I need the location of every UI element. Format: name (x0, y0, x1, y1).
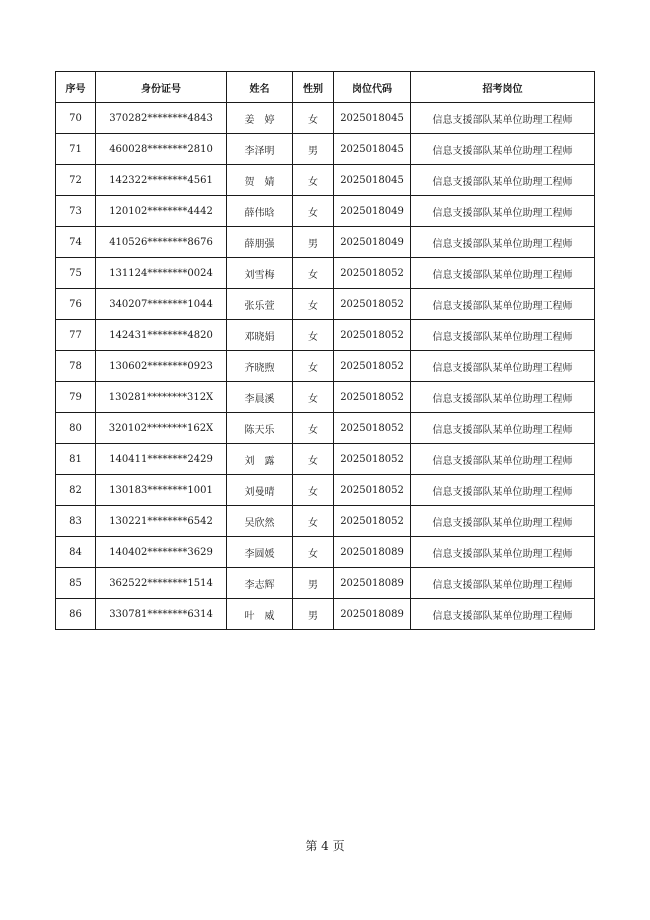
cell-name: 叶 威 (227, 599, 293, 630)
cell-post-code: 2025018089 (334, 599, 411, 630)
table-row (56, 599, 595, 630)
cell-post-code: 2025018052 (334, 382, 411, 413)
cell-gender: 女 (293, 351, 334, 382)
header-post-code: 岗位代码 (334, 72, 411, 103)
cell-post-code: 2025018089 (334, 537, 411, 568)
cell-id-number: 142322********4561 (96, 165, 227, 196)
table-row (56, 227, 595, 258)
cell-post-code: 2025018052 (334, 351, 411, 382)
cell-index: 80 (56, 413, 96, 444)
cell-id-number: 130183********1001 (96, 475, 227, 506)
cell-post-code: 2025018045 (334, 165, 411, 196)
table-row (56, 568, 595, 599)
cell-index: 84 (56, 537, 96, 568)
cell-index: 82 (56, 475, 96, 506)
candidate-table (55, 71, 595, 630)
cell-index: 85 (56, 568, 96, 599)
table-row (56, 413, 595, 444)
cell-id-number: 131124********0024 (96, 258, 227, 289)
page-number: 第 4 页 (305, 839, 345, 853)
cell-post-code: 2025018052 (334, 506, 411, 537)
cell-post-code: 2025018052 (334, 289, 411, 320)
cell-id-number: 130602********0923 (96, 351, 227, 382)
cell-name: 薛朋强 (227, 227, 293, 258)
cell-name: 贺 婧 (227, 165, 293, 196)
cell-index: 78 (56, 351, 96, 382)
cell-name: 吴欣然 (227, 506, 293, 537)
cell-position: 信息支援部队某单位助理工程师 (411, 227, 595, 258)
table-row (56, 196, 595, 227)
cell-post-code: 2025018045 (334, 134, 411, 165)
cell-id-number: 142431********4820 (96, 320, 227, 351)
cell-post-code: 2025018045 (334, 103, 411, 134)
cell-position: 信息支援部队某单位助理工程师 (411, 475, 595, 506)
cell-index: 86 (56, 599, 96, 630)
header-row (56, 72, 595, 103)
cell-id-number: 330781********6314 (96, 599, 227, 630)
cell-name: 李晨溪 (227, 382, 293, 413)
cell-post-code: 2025018052 (334, 444, 411, 475)
table-row (56, 289, 595, 320)
cell-name: 张乐萱 (227, 289, 293, 320)
table-row (56, 165, 595, 196)
cell-name: 刘雪梅 (227, 258, 293, 289)
cell-post-code: 2025018052 (334, 258, 411, 289)
cell-id-number: 370282********4843 (96, 103, 227, 134)
table-row (56, 506, 595, 537)
cell-gender: 女 (293, 413, 334, 444)
cell-position: 信息支援部队某单位助理工程师 (411, 320, 595, 351)
cell-gender: 女 (293, 196, 334, 227)
cell-post-code: 2025018049 (334, 227, 411, 258)
table-header (56, 72, 595, 103)
cell-name: 陈天乐 (227, 413, 293, 444)
cell-id-number: 362522********1514 (96, 568, 227, 599)
cell-name: 姜 婷 (227, 103, 293, 134)
cell-gender: 女 (293, 382, 334, 413)
cell-position: 信息支援部队某单位助理工程师 (411, 506, 595, 537)
cell-index: 73 (56, 196, 96, 227)
cell-name: 刘 露 (227, 444, 293, 475)
cell-position: 信息支援部队某单位助理工程师 (411, 537, 595, 568)
cell-post-code: 2025018049 (334, 196, 411, 227)
cell-name: 齐晓煦 (227, 351, 293, 382)
cell-gender: 女 (293, 103, 334, 134)
cell-name: 李泽明 (227, 134, 293, 165)
table-row (56, 103, 595, 134)
cell-id-number: 120102********4442 (96, 196, 227, 227)
table-row (56, 382, 595, 413)
header-index: 序号 (56, 72, 96, 103)
cell-position: 信息支援部队某单位助理工程师 (411, 351, 595, 382)
cell-position: 信息支援部队某单位助理工程师 (411, 103, 595, 134)
cell-id-number: 320102********162X (96, 413, 227, 444)
cell-id-number: 460028********2810 (96, 134, 227, 165)
header-name: 姓名 (227, 72, 293, 103)
cell-gender: 男 (293, 134, 334, 165)
cell-index: 81 (56, 444, 96, 475)
cell-gender: 女 (293, 475, 334, 506)
cell-gender: 男 (293, 568, 334, 599)
cell-position: 信息支援部队某单位助理工程师 (411, 413, 595, 444)
cell-id-number: 140411********2429 (96, 444, 227, 475)
cell-gender: 女 (293, 506, 334, 537)
table-row (56, 351, 595, 382)
cell-name: 刘曼晴 (227, 475, 293, 506)
header-position: 招考岗位 (411, 72, 595, 103)
cell-position: 信息支援部队某单位助理工程师 (411, 165, 595, 196)
table-body (56, 103, 595, 630)
cell-index: 74 (56, 227, 96, 258)
cell-index: 72 (56, 165, 96, 196)
cell-post-code: 2025018089 (334, 568, 411, 599)
cell-index: 70 (56, 103, 96, 134)
cell-index: 77 (56, 320, 96, 351)
cell-position: 信息支援部队某单位助理工程师 (411, 568, 595, 599)
cell-name: 薛伟晗 (227, 196, 293, 227)
cell-position: 信息支援部队某单位助理工程师 (411, 444, 595, 475)
table-row (56, 258, 595, 289)
cell-position: 信息支援部队某单位助理工程师 (411, 196, 595, 227)
table-row (56, 444, 595, 475)
cell-name: 李志辉 (227, 568, 293, 599)
cell-index: 76 (56, 289, 96, 320)
header-gender: 性别 (293, 72, 334, 103)
cell-position: 信息支援部队某单位助理工程师 (411, 599, 595, 630)
cell-index: 79 (56, 382, 96, 413)
cell-gender: 女 (293, 444, 334, 475)
cell-id-number: 140402********3629 (96, 537, 227, 568)
cell-post-code: 2025018052 (334, 320, 411, 351)
cell-gender: 女 (293, 289, 334, 320)
cell-name: 李圆媛 (227, 537, 293, 568)
table-row (56, 475, 595, 506)
cell-gender: 女 (293, 258, 334, 289)
cell-position: 信息支援部队某单位助理工程师 (411, 289, 595, 320)
cell-position: 信息支援部队某单位助理工程师 (411, 258, 595, 289)
cell-name: 邓晓娟 (227, 320, 293, 351)
cell-index: 71 (56, 134, 96, 165)
cell-id-number: 130281********312X (96, 382, 227, 413)
table-row (56, 320, 595, 351)
cell-post-code: 2025018052 (334, 413, 411, 444)
cell-id-number: 130221********6542 (96, 506, 227, 537)
cell-gender: 女 (293, 165, 334, 196)
cell-id-number: 410526********8676 (96, 227, 227, 258)
cell-gender: 女 (293, 320, 334, 351)
table-row (56, 134, 595, 165)
cell-post-code: 2025018052 (334, 475, 411, 506)
cell-index: 83 (56, 506, 96, 537)
table-row (56, 537, 595, 568)
cell-position: 信息支援部队某单位助理工程师 (411, 134, 595, 165)
cell-gender: 男 (293, 227, 334, 258)
cell-position: 信息支援部队某单位助理工程师 (411, 382, 595, 413)
cell-id-number: 340207********1044 (96, 289, 227, 320)
cell-gender: 男 (293, 599, 334, 630)
cell-index: 75 (56, 258, 96, 289)
header-id-number: 身份证号 (96, 72, 227, 103)
cell-gender: 女 (293, 537, 334, 568)
